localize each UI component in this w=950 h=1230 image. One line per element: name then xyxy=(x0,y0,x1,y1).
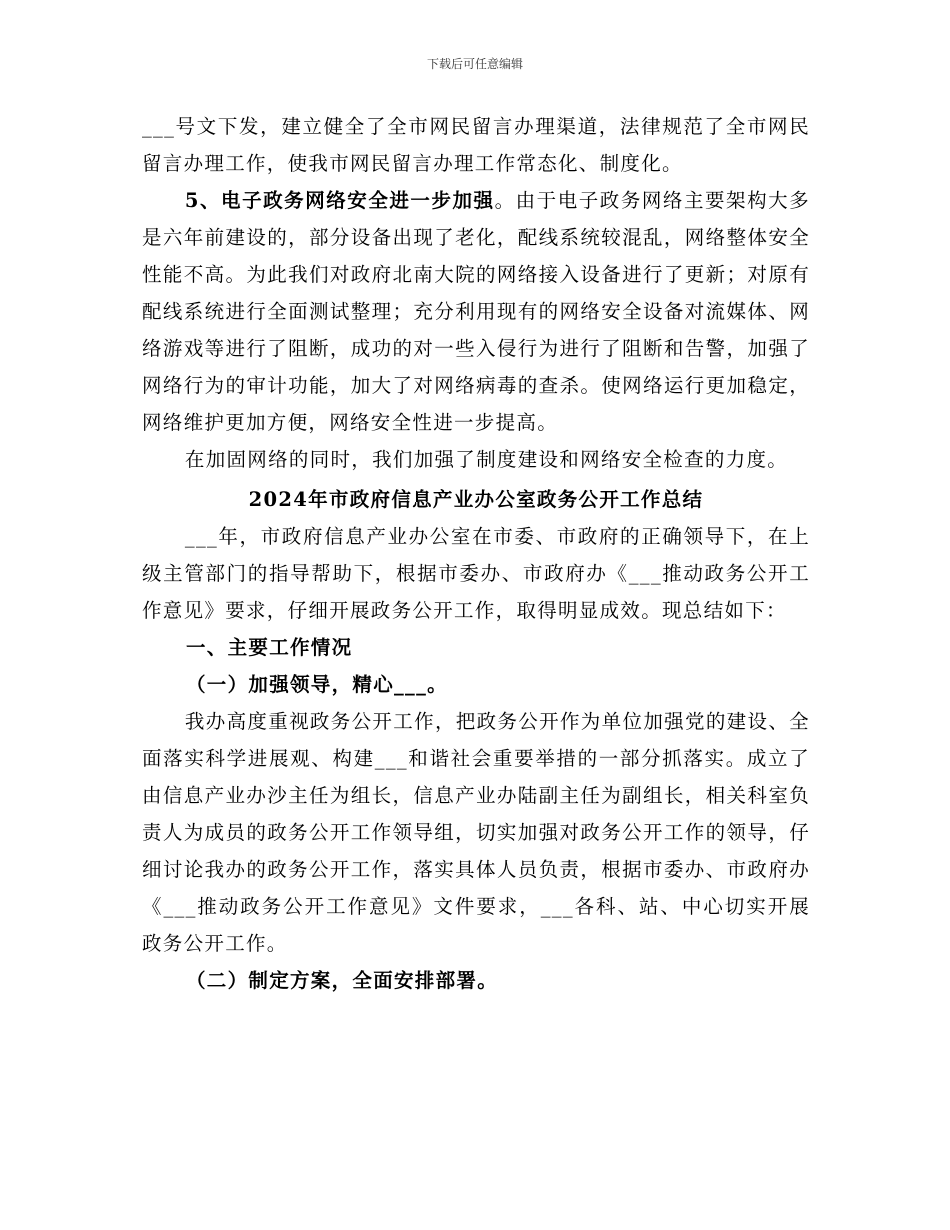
heading-leadership: （一）加强领导，精心___。 xyxy=(186,673,448,696)
paragraph-intro: ___年，市政府信息产业办公室在市委、市政府的正确领导下，在上级主管部门的指导帮助下，根据市委办、市政府办《___推动政务公开工作意见》要求，仔细开展政务公开工作，取得明显成效。现总结如下： xyxy=(142,525,810,622)
section-lead-bold: 5、电子政务网络安全进一步加强 xyxy=(184,189,495,212)
heading-main-work: 一、主要工作情况 xyxy=(186,636,353,659)
heading-plan: （二）制定方案，全面安排部署。 xyxy=(186,969,499,992)
paragraph-continuation: ___号文下发，建立健全了全市网民留言办理渠道，法律规范了全市网民留言办理工作，使我市网民留言办理工作常态化、制度化。 xyxy=(142,115,810,175)
document-title: 2024年市政府信息产业办公室政务公开工作总结 xyxy=(248,488,704,511)
document-body xyxy=(142,108,810,999)
section-lead-text: 。由于电子政务网络主要架构大多是六年前建设的，部分设备出现了老化，配线系统较混乱，网络整体安全性能不高。为此我们对政府北南大院的网络接入设备进行了更新；对原有配线系统进行全面测试整理；充分利用现有的网络安全设备对流媒体、网络游戏等进行了阻断，成功的对一些入侵行为进行了阻断和告警，加强了网络行为的审计功能，加大了对网络病毒的查杀。使网络运行更加稳定，网络维护更加方便，网络安全性进一步提高。 xyxy=(142,189,810,434)
page-header-note: 下载后可任意编辑 xyxy=(426,57,523,71)
paragraph-network-security xyxy=(142,182,810,441)
paragraph-leadership: 我办高度重视政务公开工作，把政务公开作为单位加强党的建设、全面落实科学进展观、构建___和谐社会重要举措的一部分抓落实。成立了由信息产业办沙主任为组长，信息产业办陆副主任为副组长，相关科室负责人为成员的政务公开工作领导组，切实加强对政务公开工作的领导，仔细讨论我办的政务公开工作，落实具体人员负责，根据市委办、市政府办《___推动政务公开工作意见》文件要求，___各科、站、中心切实开展政务公开工作。 xyxy=(142,710,810,955)
paragraph-reinforcement: 在加固网络的同时，我们加强了制度建设和网络安全检查的力度。 xyxy=(184,448,789,471)
